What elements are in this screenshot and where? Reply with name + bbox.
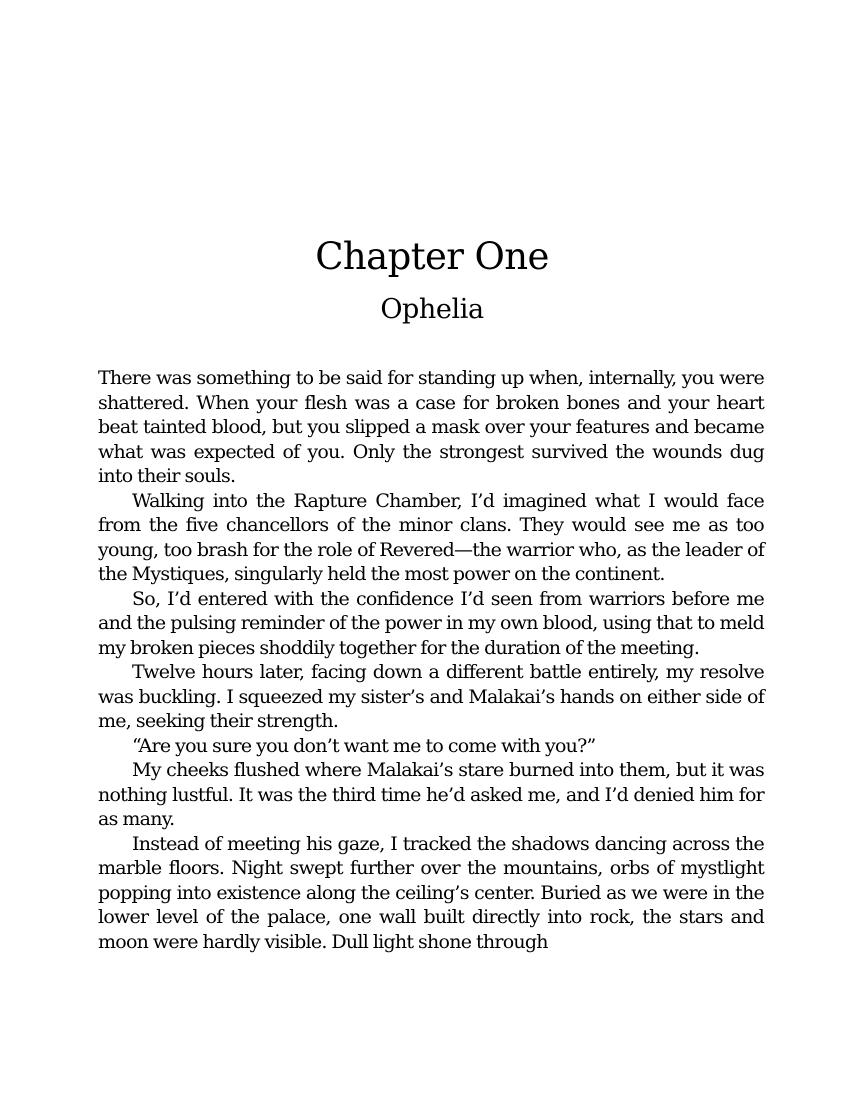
paragraph: There was something to be said for standing up when, internally, you were shattered. When your flesh was a case for broken bones and your heart beat tainted blood, but you slipped a mask over your features and became what was expected of you. Only the strongest survived the wounds dug into their souls. [98, 367, 764, 487]
paragraph: Instead of meeting his gaze, I tracked the shadows dancing across the marble floors. Night swept further over the mountains, orbs of mystlight popping into existence along the ceiling’s center. Buried as we were in the lower level of the palace, one wall built directly into rock, the stars and moon were hardly visible. Dull light shone through [98, 832, 764, 953]
chapter-body [98, 366, 764, 954]
paragraph: My cheeks flushed where Malakai’s stare burned into them, but it was nothing lustful. It was the third time he’d asked me, and I’d denied him for as many. [98, 759, 764, 830]
paragraph: Twelve hours later, facing down a different battle entirely, my resolve was buckling. I squeezed my sister’s and Malakai’s hands on either side of me, seeking their strength. [98, 661, 764, 732]
paragraph: Walking into the Rapture Chamber, I’d imagined what I would face from the five chancellors of the minor clans. They would see me as too young, too brash for the role of Revered—the warrior who, as the leader of the Mystiques, singularly held the most power on the continent. [98, 489, 764, 585]
chapter-subtitle: Ophelia [380, 294, 484, 325]
chapter-title: Chapter One [315, 235, 549, 278]
dialogue-paragraph: “Are you sure you don’t want me to come with you?” [132, 734, 596, 757]
paragraph: So, I’d entered with the confidence I’d seen from warriors before me and the pulsing reminder of the power in my own blood, using that to meld my broken pieces shoddily together for the duration of the meeting. [98, 587, 764, 659]
